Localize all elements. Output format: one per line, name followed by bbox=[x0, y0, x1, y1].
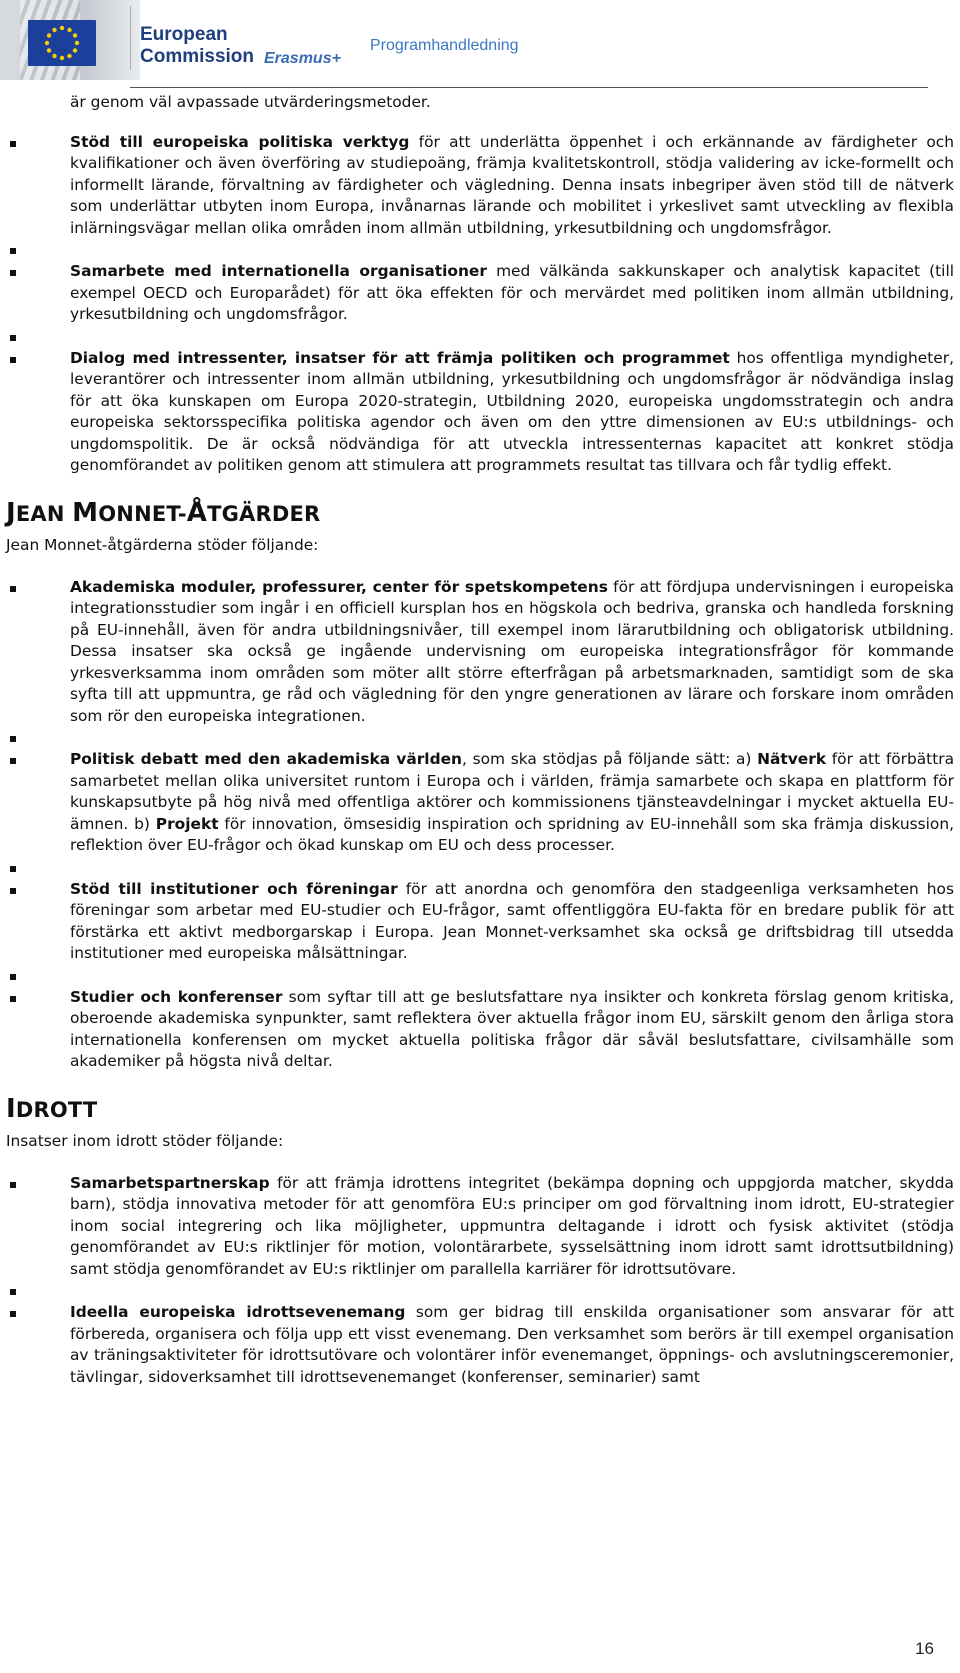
section-heading-idrott: IDROTT bbox=[6, 1093, 98, 1124]
list-item: Samarbete med internationella organisationer med välkända sakkunskaper och analytisk kapacitet (till exempel OECD och Europarådet) för att öka effekten för och mervärdet med politiken inom allmän utbildning, yrkesutbildning och ungdomsfrågor. bbox=[6, 261, 954, 326]
section-intro: Jean Monnet-åtgärderna stöder följande: bbox=[6, 536, 319, 554]
continued-line: är genom väl avpassade utvärderingsmetoder. bbox=[70, 93, 431, 111]
policy-support-list bbox=[6, 132, 954, 477]
ec-logo-text-line1: European bbox=[140, 24, 228, 45]
idrott-list bbox=[6, 1173, 954, 1389]
program-guide-title: Programhandledning bbox=[370, 37, 519, 54]
list-item: Akademiska moduler, professurer, center för spetskompetens för att fördjupa undervisningen i europeiska integrationsstudier som ingår i en officiell kursplan hos en högskola och bedriva, granska och handleda forskning på EU-innehåll, även för andra utbildningsnivåer, till exempel inom lärarutbildning och obligatorisk utbildning. Dessa insatser ska också ge ingående undervisning om europeiska integrationsfrågor för kommande yrkesverksamma inom områden som möter allt större efterfrågan på arbetsmarknaden, samtidigt som de ska syfta till att uppmuntra, ge råd och vägledning för den yngre generationen av lärare och forskare inom områden som rör den europeiska integrationen. bbox=[6, 577, 954, 728]
page-number: 16 bbox=[915, 1639, 934, 1658]
document-body bbox=[6, 92, 954, 1388]
list-item: Studier och konferenser som syftar till att ge beslutsfattare nya insikter och konkreta förslag genom kritiska, oberoende akademiska synpunkter, samt reflektera över aktuella frågor inom EU, särskilt genom den årliga stora internationella konferensen om mycket aktuella politiska frågor där såväl beslutsfattare, civilsamhälle som akademiker på högsta nivå deltar. bbox=[6, 987, 954, 1073]
erasmus-logo-text: Erasmus+ bbox=[264, 50, 341, 67]
page-header bbox=[0, 0, 960, 92]
section-heading-jean-monnet: JEAN MONNET-ÅTGÄRDER bbox=[6, 497, 321, 528]
list-item: Stöd till institutioner och föreningar för att anordna och genomföra den stadgeenliga verksamheten hos föreningar som arbetar med EU-studier och EU-frågor, samt offentliggöra EU-fakta för en bredare publik för att förstärka ett aktivt medborgarskap i Europa. Jean Monnet-verksamhet ska också ge driftsbidrag till utsedda institutioner med europeiska målsättningar. bbox=[6, 879, 954, 965]
list-item: Stöd till europeiska politiska verktyg för att underlätta öppenhet i och erkännande av färdigheter och kvalifikationer och även överföring av studiepoäng, främja kvalitetskontroll, stödja validering av icke-formellt och informellt lärande, förvaltning av färdigheter och vägledning. Denna insats inbegriper även stöd till de nätverk som underlättar utbyten inom Europa, invånarnas lärande och mobilitet i yrkeslivet samt utveckling av flexibla inlärningsvägar mellan olika områden inom allmän utbildning, yrkesutbildning och ungdomsfrågor. bbox=[6, 132, 954, 240]
eu-flag-icon bbox=[28, 20, 96, 66]
list-item: Ideella europeiska idrottsevenemang som ger bidrag till enskilda organisationer som ansvarar för att förbereda, organisera och följa upp ett visst evenemang. Den verksamhet som berörs är till exempel organisation av träningsaktiviteter för idrottsutövare och volontärer inför evenemanget, öppnings- och avslutningsceremonier, tävlingar, sidoverksamhet till idrottsevenemanget (konferenser, seminarier) samt bbox=[6, 1302, 954, 1388]
logo-divider bbox=[130, 6, 131, 70]
jean-monnet-list bbox=[6, 577, 954, 1073]
section-intro: Insatser inom idrott stöder följande: bbox=[6, 1132, 284, 1150]
list-item: Samarbetspartnerskap för att främja idrottens integritet (bekämpa dopning och uppgjorda matcher, skydda barn), stödja innovativa metoder för att genomföra EU:s principer om god förvaltning inom idrott, EU-strategier inom social integrering och lika möjligheter, uppmuntra deltagande i idrott och fysisk aktivitet (stödja genomförandet av EU:s riktlinjer för motion, volontärarbete, sysselsättning inom idrott samt idrottsutbildning) samt stödja genomförandet av EU:s riktlinjer om parallella karriärer för idrottsutövare. bbox=[6, 1173, 954, 1281]
list-item: Dialog med intressenter, insatser för att främja politiken och programmet hos offentliga myndigheter, leverantörer och intressenter inom allmän utbildning, yrkesutbildning och ungdomsfrågor är nödvändiga inslag för att öka kunskapen om Europa 2020-strategin, Utbildning 2020, europeiska ungdomsstrategin och andra europeiska sektorsspecifika politiska agendor och även om den yttre dimensionen av EU:s utbildnings- och ungdomspolitik. De är också nödvändiga för att utveckla intressenternas kapacitet att konkret stödja genomförandet av politiken genom att stimulera att programmets resultat tas tillvara och får tydlig effekt. bbox=[6, 348, 954, 477]
header-divider bbox=[130, 87, 928, 88]
list-item: Politisk debatt med den akademiska världen, som ska stödjas på följande sätt: a) Nätverk för att förbättra samarbetet mellan olika universitet runtom i Europa och i världen, främja samarbete och skapa en plattform för kunskapsutbyte på hög nivå med offentliga aktörer och kommissionens tjänsteavdelningar i mycket aktuella EU-ämnen. b) Projekt för innovation, ömsesidig inspiration och spridning av EU-innehåll som ska främja diskussion, reflektion över EU-frågor och ökad kunskap om EU och dess processer. bbox=[6, 749, 954, 857]
ec-logo-text-line2: Commission bbox=[140, 46, 255, 67]
